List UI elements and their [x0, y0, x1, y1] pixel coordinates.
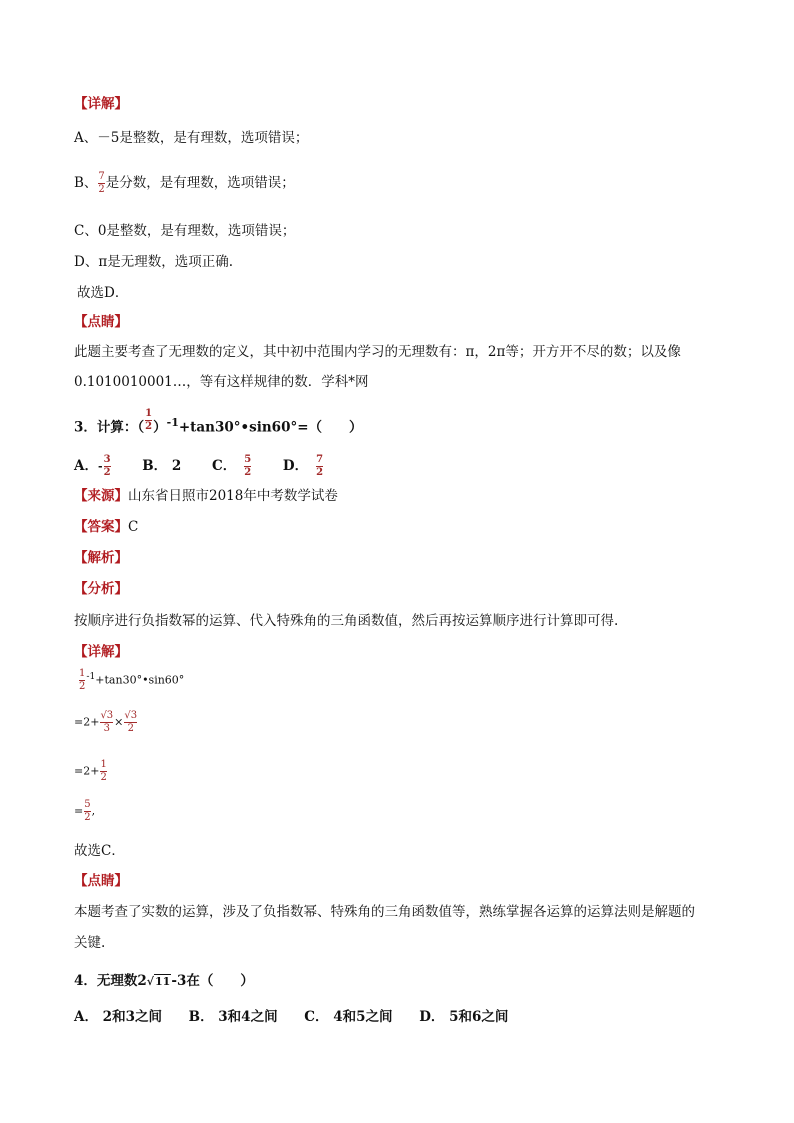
step2-fraction-a	[100, 711, 113, 734]
step4-prefix: =	[74, 804, 84, 818]
option-label: D．	[282, 458, 309, 474]
q4-option-d: D． 5和6之间	[419, 1009, 509, 1025]
fraction-denominator: 2	[98, 184, 105, 195]
conclusion-c: 故选C．	[74, 843, 125, 859]
minus-sign: -	[97, 460, 103, 473]
step-1	[78, 668, 184, 692]
analysis-heading: 【解析】	[74, 550, 128, 566]
fraction-numerator: √3	[124, 710, 138, 721]
step1-fraction	[79, 669, 85, 692]
option-label: C．	[211, 458, 237, 474]
fraction-numerator: 5	[244, 454, 252, 465]
answer-line	[74, 518, 138, 536]
fraction-denominator: 2	[145, 420, 153, 432]
fraction-denominator: 2	[103, 467, 111, 478]
option-a-number: －5	[97, 130, 120, 146]
fraction-numerator: 7	[316, 454, 324, 465]
option-label: B．	[142, 458, 168, 474]
option-label: A．	[74, 458, 98, 474]
step3-fraction	[100, 760, 106, 783]
step2-fraction-b	[124, 711, 137, 734]
step4-suffix: ,	[91, 804, 96, 818]
conclusion-d: 故选D．	[77, 285, 129, 301]
source-text: 山东省日照市2018年中考数学试卷	[128, 488, 338, 504]
step-2	[74, 711, 138, 734]
step1-rest: +tan30°•sin60°	[95, 673, 185, 687]
q3-option-b	[142, 458, 181, 474]
fenxi-text: 按顺序进行负指数幂的运算、代入特殊角的三角函数值，然后再按运算顺序进行计算即可得.	[74, 613, 619, 629]
answer-text: C	[128, 519, 139, 535]
option-d-fraction	[316, 455, 323, 478]
option-b-prefix: B、	[74, 175, 98, 191]
fenxi-heading: 【分析】	[74, 581, 128, 597]
fraction-numerator: 5	[84, 799, 91, 810]
fraction-numerator: 1	[100, 759, 107, 770]
q4-option-b: B． 3和4之间	[188, 1009, 278, 1025]
sqrt-icon: √11	[146, 975, 171, 988]
fraction-denominator: 2	[84, 812, 91, 823]
q3-option-c	[211, 454, 252, 478]
q4-prefix: 4．无理数2	[74, 973, 147, 989]
fraction-numerator: 3	[103, 454, 111, 465]
q3-exponent: -1	[166, 416, 179, 429]
fraction-denominator: 2	[316, 467, 324, 478]
point-heading-q3: 【点睛】	[74, 873, 128, 889]
option-c-fraction	[244, 455, 251, 478]
step-4	[74, 800, 95, 823]
point-text-line2: 0.1010010001…，等有这样规律的数．学科*网	[74, 374, 369, 390]
q3-number: 3．计算：（	[74, 419, 145, 436]
point-text-line1: 此题主要考查了无理数的定义，其中初中范围内学习的无理数有：π，2π等；开方开不尽的数；以及像	[74, 344, 681, 360]
q3-option-a	[74, 454, 112, 478]
point-q3-line1: 本题考查了实数的运算，涉及了负指数幂、特殊角的三角函数值等，熟练掌握各运算的运算法则是解题的	[74, 904, 695, 920]
fraction-denominator: 2	[244, 467, 252, 478]
fraction-numerator: 1	[79, 668, 86, 680]
fraction-numerator: 7	[98, 171, 105, 182]
option-b-fraction	[98, 172, 104, 195]
q4-option-a: A． 2和3之间	[74, 1009, 162, 1025]
fraction-denominator: 3	[100, 722, 113, 734]
question-4	[74, 972, 254, 991]
point-heading: 【点睛】	[74, 314, 128, 330]
option-b-explanation	[74, 172, 295, 195]
option-value: 2	[171, 458, 182, 474]
question-3	[74, 407, 363, 440]
source-line	[74, 487, 338, 505]
step1-exponent: -1	[86, 671, 96, 682]
q3-paren-close: ）	[153, 419, 167, 436]
q4-radicand: 11	[155, 975, 171, 988]
step3-prefix: =2+	[74, 764, 100, 778]
step-3	[74, 760, 108, 783]
option-d-explanation: D、π是无理数，选项正确.	[74, 254, 233, 270]
point-q3-line2: 关键.	[74, 935, 106, 951]
q3-option-d	[282, 454, 324, 478]
q3-options	[74, 455, 324, 478]
option-c-explanation: C、0是整数，是有理数，选项错误；	[74, 223, 296, 239]
option-a-prefix: A、	[74, 130, 98, 146]
fraction-numerator: 1	[145, 407, 153, 419]
fraction-denominator: 2	[100, 772, 107, 783]
option-b-text: 是分数，是有理数，选项错误；	[105, 175, 295, 191]
fraction-numerator: √3	[100, 710, 114, 721]
source-heading: 【来源】	[74, 488, 128, 504]
q4-options	[74, 1008, 508, 1026]
q3-fraction	[145, 409, 152, 432]
detail-heading: 【详解】	[74, 96, 128, 112]
fraction-denominator: 2	[79, 681, 86, 693]
option-a-fraction	[104, 455, 111, 478]
times-sign: ×	[114, 715, 124, 729]
option-a-text: 是整数，是有理数，选项错误；	[119, 130, 309, 146]
option-a-explanation	[74, 129, 308, 147]
answer-heading: 【答案】	[74, 519, 128, 535]
step2-prefix: =2+	[74, 715, 100, 729]
fraction-denominator: 2	[124, 722, 137, 734]
detail-heading-q3: 【详解】	[74, 644, 128, 660]
q4-option-c: C． 4和5之间	[304, 1009, 393, 1025]
q3-expression-rest: +tan30°•sin60°=（ ）	[178, 419, 363, 436]
q4-suffix: -3在（ ）	[171, 973, 254, 989]
step4-fraction	[84, 800, 90, 823]
